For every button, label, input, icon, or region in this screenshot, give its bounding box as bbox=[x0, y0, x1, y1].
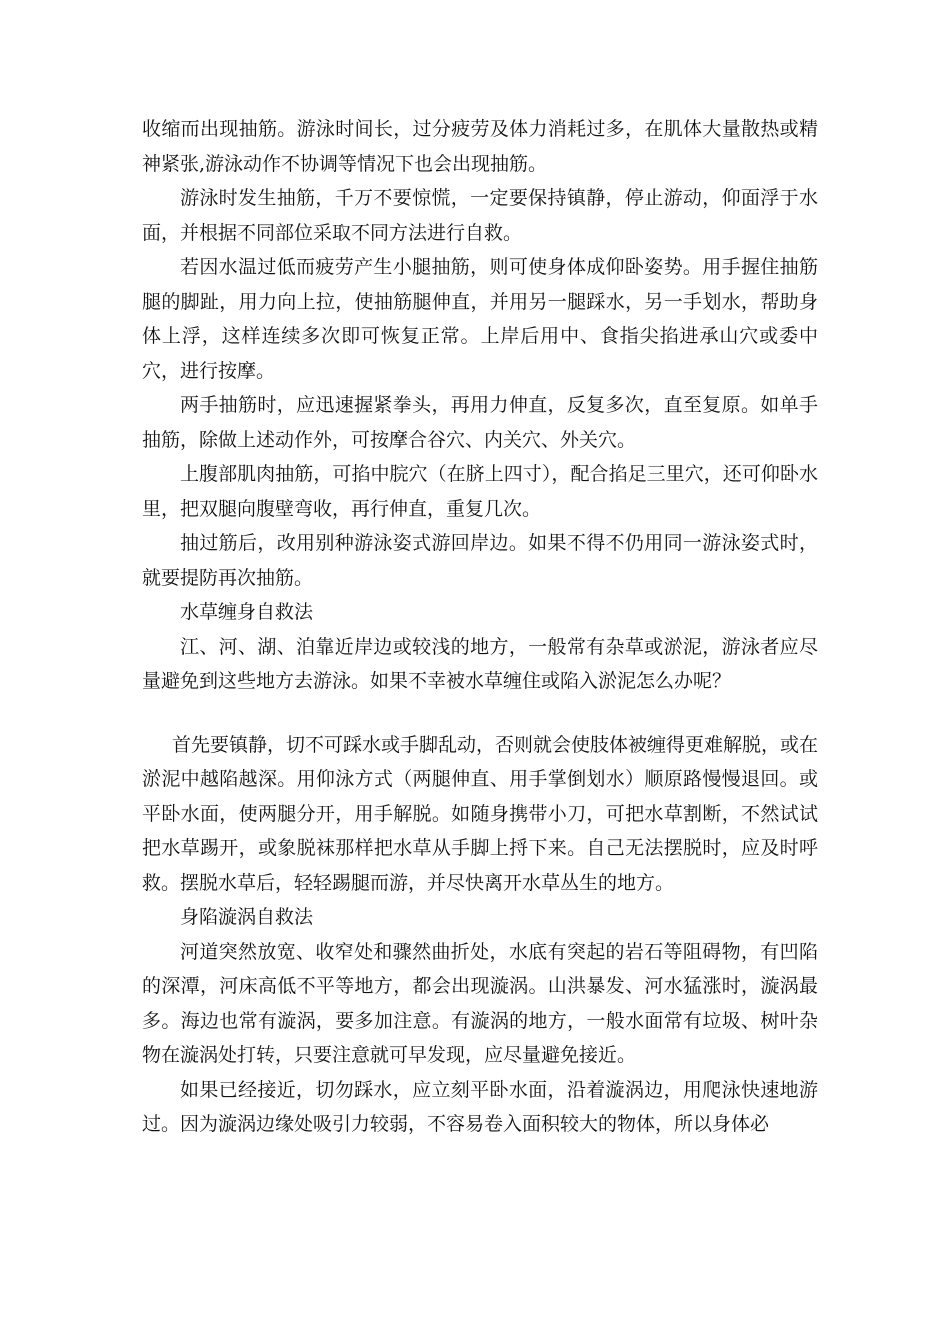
paragraph-abdomen-cramp: 上腹部肌肉抽筋，可掐中脘穴（在脐上四寸），配合掐足三里穴，还可仰卧水里，把双腿向腹壁弯收，再行伸直，重复几次。 bbox=[142, 463, 818, 520]
paragraph-after-cramp: 抽过筋后，改用别种游泳姿式游回岸边。如果不得不仍用同一游泳姿式时，就要提防再次抽筋。 bbox=[142, 532, 818, 589]
paragraph-whirlpool-escape: 如果已经接近，切勿踩水，应立刻平卧水面，沿着漩涡边，用爬泳快速地游过。因为漩涡边缘处吸引力较弱，不容易卷入面积较大的物体，所以身体必 bbox=[142, 1078, 818, 1135]
document-body bbox=[142, 112, 818, 1142]
paragraph-hand-cramp: 两手抽筋时，应迅速握紧拳头，再用力伸直，反复多次，直至复原。如单手抽筋，除做上述动作外，可按摩合谷穴、内关穴、外关穴。 bbox=[142, 394, 818, 451]
section-heading-whirlpool: 身陷漩涡自救法 bbox=[180, 906, 314, 928]
paragraph-cramp-causes: 收缩而出现抽筋。游泳时间长，过分疲劳及体力消耗过多，在肌体大量散热或精神紧张,游泳动作不协调等情况下也会出现抽筋。 bbox=[142, 118, 818, 175]
paragraph-waterweed-intro: 江、河、湖、泊靠近岸边或较浅的地方，一般常有杂草或淤泥，游泳者应尽量避免到这些地方去游泳。如果不幸被水草缠住或陷入淤泥怎么办呢？ bbox=[142, 635, 818, 692]
paragraph-cramp-stay-calm: 游泳时发生抽筋，千万不要惊慌，一定要保持镇静，停止游动，仰面浮于水面，并根据不同部位采取不同方法进行自救。 bbox=[142, 187, 818, 244]
paragraph-calf-cramp: 若因水温过低而疲劳产生小腿抽筋，则可使身体成仰卧姿势。用手握住抽筋腿的脚趾，用力向上拉，使抽筋腿伸直，并用另一腿踩水，另一手划水，帮助身体上浮，这样连续多次即可恢复正常。上岸后用中、食指尖掐进承山穴或委中穴，进行按摩。 bbox=[142, 256, 818, 382]
paragraph-waterweed-escape: 首先要镇静，切不可踩水或手脚乱动，否则就会使肢体被缠得更难解脱，或在淤泥中越陷越深。用仰泳方式（两腿伸直、用手掌倒划水）顺原路慢慢退回。或平卧水面，使两腿分开，用手解脱。如随身携带小刀，可把水草割断，不然试试把水草踢开，或象脱袜那样把水草从手脚上捋下来。自己无法摆脱时，应及时呼救。摆脱水草后，轻轻踢腿而游，并尽快离开水草丛生的地方。 bbox=[142, 733, 819, 894]
section-heading-waterweed: 水草缠身自救法 bbox=[180, 601, 314, 623]
paragraph-whirlpool-intro: 河道突然放宽、收窄处和骤然曲折处，水底有突起的岩石等阻碍物，有凹陷的深潭，河床高低不平等地方，都会出现漩涡。山洪暴发、河水猛涨时，漩涡最多。海边也常有漩涡，要多加注意。有漩涡的地方，一般水面常有垃圾、树叶杂物在漩涡处打转，只要注意就可早发现，应尽量避免接近。 bbox=[142, 940, 818, 1066]
